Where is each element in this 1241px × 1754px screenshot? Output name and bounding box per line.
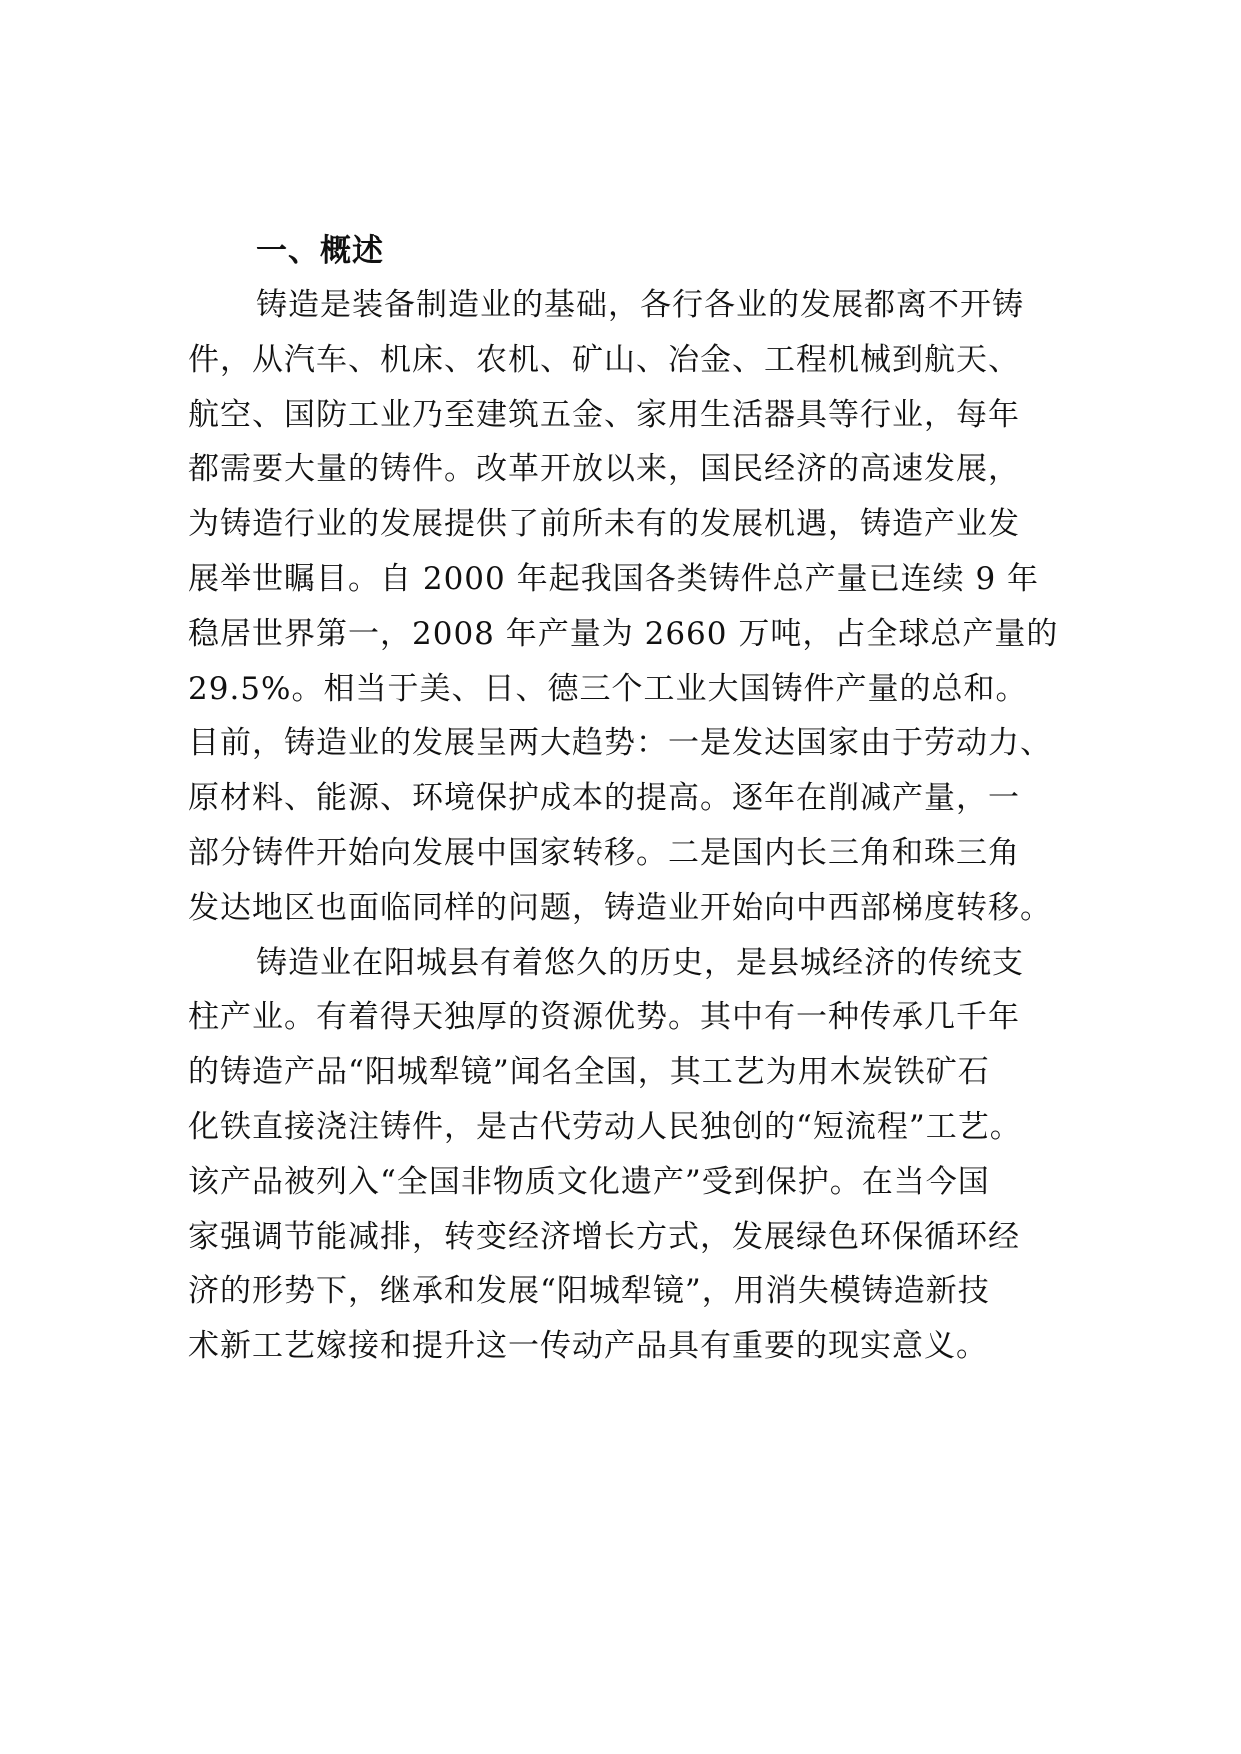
paragraph-2 [188,936,1058,1374]
paragraph-line: 展举世瞩目。自 2000 年起我国各类铸件总产量已连续 9 年 [188,560,1040,597]
paragraph-line: 术新工艺嫁接和提升这一传动产品具有重要的现实意义。 [188,1328,988,1365]
paragraph-line: 柱产业。有着得天独厚的资源优势。其中有一种传承几千年 [188,999,1020,1036]
paragraph-line: 家强调节能减排，转变经济增长方式，发展绿色环保循环经 [188,1218,1020,1255]
paragraph-line: 的铸造产品“阳城犁镜”闻名全国，其工艺为用木炭铁矿石 [188,1054,990,1091]
paragraph-line: 为铸造行业的发展提供了前所未有的发展机遇，铸造产业发 [188,506,1020,543]
paragraph-line: 化铁直接浇注铸件，是古代劳动人民独创的“短流程”工艺。 [188,1108,1022,1145]
paragraph-line: 都需要大量的铸件。改革开放以来，国民经济的高速发展， [188,451,1020,488]
paragraph-1 [188,278,1058,936]
paragraph-line: 稳居世界第一，2008 年产量为 2660 万吨，占全球总产量的 [188,615,1059,652]
paragraph-line: 航空、国防工业乃至建筑五金、家用生活器具等行业，每年 [188,396,1020,433]
paragraph-line: 济的形势下，继承和发展“阳城犁镜”，用消失模铸造新技 [188,1273,990,1310]
paragraph-line: 目前，铸造业的发展呈两大趋势：一是发达国家由于劳动力、 [188,725,1052,762]
paragraph-line: 件，从汽车、机床、农机、矿山、冶金、工程机械到航天、 [188,341,1020,378]
paragraph-line: 29.5%。相当于美、日、德三个工业大国铸件产量的总和。 [188,670,1028,707]
paragraph-line: 发达地区也面临同样的问题，铸造业开始向中西部梯度转移。 [188,889,1052,926]
section-heading: 一、概述 [256,233,384,269]
document-body [188,224,1058,1374]
paragraph-line: 铸造是装备制造业的基础，各行各业的发展都离不开铸 [256,287,1024,323]
paragraph-line: 铸造业在阳城县有着悠久的历史，是县城经济的传统支 [256,944,1024,981]
paragraph-line: 部分铸件开始向发展中国家转移。二是国内长三角和珠三角 [188,834,1020,871]
paragraph-line: 该产品被列入“全国非物质文化遗产”受到保护。在当今国 [188,1163,990,1200]
paragraph-line: 原材料、能源、环境保护成本的提高。逐年在削减产量，一 [188,780,1020,817]
